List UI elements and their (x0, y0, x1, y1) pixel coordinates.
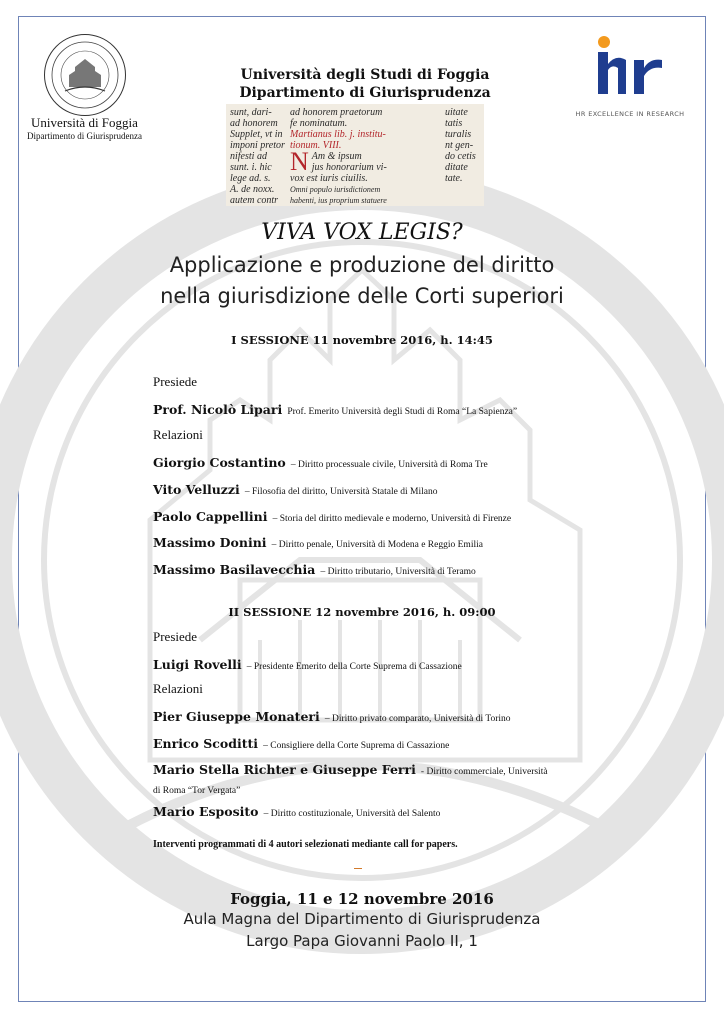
book-heading: tionum. VIII. (290, 140, 342, 151)
book-column-right (445, 107, 484, 184)
speaker-role: Prof. Emerito Università degli Studi di Roma “La Sapienza” (287, 407, 518, 417)
session-1-presiede-label: Presiede (153, 374, 198, 389)
speaker-role: – Consigliere della Corte Suprema di Cassazione (263, 741, 450, 751)
book-line: habenti, ius proprium statuere (290, 196, 387, 205)
book-line: jus honorarium vi- (311, 162, 387, 173)
hr-excellence-logo (570, 34, 690, 118)
book-line: fe nominatum. (290, 118, 348, 129)
book-line: lege ad. s. (230, 173, 271, 184)
session-2-chair (153, 656, 573, 675)
university-logo (22, 34, 147, 141)
event-subtitle-line-1: Applicazione e produzione del diritto (169, 253, 555, 277)
event-subtitle-line-2: nella giurisdizione delle Corti superiori (160, 284, 564, 308)
footer-venue: Aula Magna del Dipartimento di Giurisprudenza (183, 910, 541, 928)
university-seal-icon (44, 34, 126, 116)
speaker-role: – Diritto processuale civile, Università di Roma Tre (290, 460, 488, 470)
session-1-speaker (153, 481, 573, 500)
book-line: Supplet, vt in (230, 129, 283, 140)
book-line: turalis (445, 129, 472, 140)
call-for-papers-note: Interventi programmati di 4 autori selezionati mediante call for papers. (153, 839, 458, 850)
speaker-name: Massimo Donini (153, 535, 267, 550)
session-2-presiede-label: Presiede (153, 629, 198, 644)
session-1-speaker (153, 454, 573, 473)
book-line: tatis (445, 118, 463, 129)
session-2-heading: II SESSIONE 12 novembre 2016, h. 09:00 (228, 605, 496, 619)
session-2-speaker (153, 761, 553, 799)
book-line: ad honorem praetorum (290, 107, 383, 118)
book-line: A. de noxx. (230, 184, 275, 195)
book-line: uitate (445, 107, 468, 118)
speaker-role: - Diritto commerciale, Università di Roma “Tor Vergata” (153, 767, 548, 796)
speaker-role: – Filosofia del diritto, Università Statale di Milano (244, 487, 438, 497)
speaker-name: Mario Stella Richter e Giuseppe Ferri (153, 762, 416, 777)
session-1-speaker (153, 534, 573, 553)
speaker-name: Giorgio Costantino (153, 455, 286, 470)
book-line: ditate (445, 162, 468, 173)
header-department: Dipartimento di Giurisprudenza (239, 85, 491, 101)
footer-date: Foggia, 11 e 12 novembre 2016 (230, 890, 494, 908)
session-2-speaker (153, 803, 573, 822)
logo-university-name: Università di Foggia (31, 115, 138, 130)
book-line: tate. (445, 173, 463, 184)
session-2-speaker (153, 708, 573, 727)
session-1-speaker (153, 508, 573, 527)
hr-tagline: HR EXCELLENCE IN RESEARCH (575, 110, 685, 118)
speaker-role: – Diritto penale, Università di Modena e Reggio Emilia (271, 540, 483, 550)
book-line: nt gen- (445, 140, 474, 151)
speaker-name: Prof. Nicolò Lipari (153, 402, 283, 417)
book-heading: Martianus lib. j. institu- (290, 129, 386, 140)
book-line: nifesti ad (230, 151, 267, 162)
book-column-left (230, 107, 286, 206)
logo-department-name: Dipartimento di Giurisprudenza (27, 131, 142, 141)
book-line: vox est iuris ciuilis. (290, 173, 368, 184)
speaker-name: Luigi Rovelli (153, 657, 242, 672)
book-line: sunt, dari- (230, 107, 272, 118)
speaker-role: – Diritto costituzionale, Università del Salento (263, 809, 441, 819)
book-page-image (226, 104, 484, 206)
book-column-center (290, 107, 440, 206)
book-line: imponi pretor (230, 140, 285, 151)
speaker-name: Pier Giuseppe Monateri (153, 709, 320, 724)
book-line: Am & ipsum (311, 151, 362, 162)
session-1-speaker (153, 561, 573, 580)
book-line: Omni populo iurisdictionem (290, 185, 381, 194)
hr-logo-icon (594, 34, 666, 96)
speaker-name: Massimo Basilavecchia (153, 562, 316, 577)
speaker-role: – Diritto privato comparato, Università di Torino (324, 714, 511, 724)
divider-dash (354, 868, 362, 869)
header-university: Università degli Studi di Foggia (240, 67, 490, 83)
speaker-name: Mario Esposito (153, 804, 259, 819)
session-1-chair (153, 401, 573, 420)
book-line: ad honorem (230, 118, 278, 129)
session-1-relazioni-label: Relazioni (153, 427, 203, 442)
book-line: sunt. i. hic (230, 162, 272, 173)
speaker-role: – Storia del diritto medievale e moderno, Università di Firenze (272, 514, 512, 524)
session-2-speaker (153, 735, 573, 754)
event-title: VIVA VOX LEGIS? (261, 220, 463, 245)
footer-address: Largo Papa Giovanni Paolo II, 1 (246, 932, 478, 950)
session-1-heading: I SESSIONE 11 novembre 2016, h. 14:45 (231, 333, 493, 347)
speaker-name: Paolo Cappellini (153, 509, 268, 524)
speaker-role: – Diritto tributario, Università di Teramo (320, 567, 476, 577)
speaker-name: Vito Velluzzi (153, 482, 240, 497)
book-initial-n: N (290, 147, 309, 176)
book-line: autem contr (230, 195, 279, 206)
speaker-role: – Presidente Emerito della Corte Suprema di Cassazione (246, 662, 462, 672)
book-line: do cetis (445, 151, 476, 162)
speaker-name: Enrico Scoditti (153, 736, 259, 751)
session-2-relazioni-label: Relazioni (153, 681, 203, 696)
